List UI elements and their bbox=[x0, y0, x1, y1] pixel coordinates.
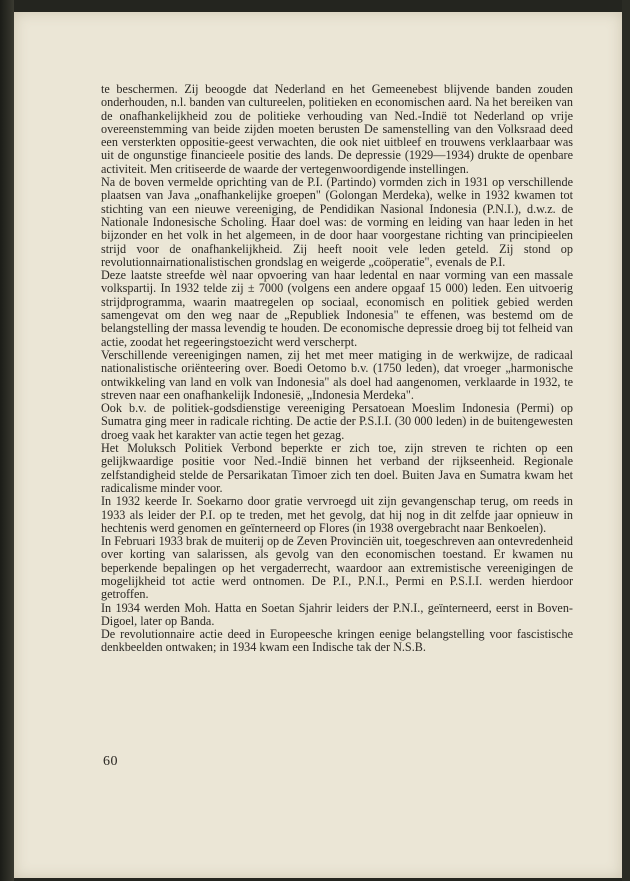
paragraph-1: te beschermen. Zij beoogde dat Nederland en het Gemeenebest blijvende banden zouden onderhouden, n.l. banden van cultureelen, politieken en economischen aard. Na het bereiken van de onafhankelijkheid zou de politieke verhouding van Ned.-Indië tot Nederland op vrije overeenstemming van beide zijden moeten berusten De samenstelling van den Volksraad deed een versterkten oppositie-geest verwachten, die ook niet uitbleef en trouwens verklaarbaar was uit de ongunstige financieele positie des lands. De depressie (1929—1934) drukte de openbare activiteit. Men critiseerde de waarde der vertegenwoordigende instellingen. bbox=[101, 82, 573, 176]
paragraph-5: Ook b.v. de politiek-godsdienstige vereeniging Persatoean Moeslim Indonesia (Permi) op Sumatra ging meer in radicale richting. De actie der P.S.I.I. (30 000 leden) in de buitengewesten droeg vaak het karakter van actie tegen het gezag. bbox=[101, 401, 573, 442]
paragraph-7: In 1932 keerde Ir. Soekarno door gratie vervroegd uit zijn gevangenschap terug, om reeds in 1933 als leider der P.I. op te treden, met het gevolg, dat hij nog in dit zelfde jaar opnieuw in hechtenis werd genomen en geïnterneerd op Flores (in 1938 overgebracht naar Benkoelen). bbox=[101, 494, 573, 535]
page-number: 60 bbox=[103, 754, 118, 769]
paragraph-4: Verschillende vereenigingen namen, zij het met meer matiging in de werkwijze, de radicaal nationalistische oriënteering over. Boedi Oetomo b.v. (1750 leden), dat vroeger „harmonische ontwikkeling van land en volk van Indonesia" als doel had aangenomen, verklaarde in 1932, te streven naar een onafhankelijk Indonesië, „Indonesia Merdeka". bbox=[101, 347, 573, 402]
paragraph-6: Het Moluksch Politiek Verbond beperkte er zich toe, zijn streven te richten op een gelijkwaardige positie voor Ned.-Indië binnen het verband der rijkseenheid. Regionale zelfstandigheid stelde de Persarikatan Timoer zich ten doel. Buiten Java en Sumatra kwam het radicalisme minder voor. bbox=[101, 441, 573, 495]
paragraph-3: Deze laatste streefde wèl naar opvoering van haar ledental en naar vorming van een massale volkspartij. In 1932 telde zij ± 7000 (volgens een andere opgaaf 15 000) leden. Een uitvoerig strijdprogramma, waarin maatregelen op sociaal, economisch en politiek gebied werden samengevat om den weg naar de „Republiek Indonesia" te effenen, was bestemd om de belangstelling der massa levendig te houden. De economische depressie droeg bij tot felheid van actie, zoodat het regeeringstoezicht werd verscherpt. bbox=[101, 268, 573, 349]
paragraph-2: Na de boven vermelde oprichting van de P.I. (Partindo) vormden zich in 1931 op verschillende plaatsen van Java „onafhankelijke groepen" (Golongan Merdeka), welke in 1932 kwamen tot stichting van een nieuwe vereeniging, de Pendidikan Nasional Indonesia (P.N.I.), d.w.z. de Nationale Indonesische Scholing. Haar doel was: de vorming en leiding van haar leden in het bijzonder en het volk in het algemeen, in de door haar voorgestane richting van principieelen strijd voor de onafhankelijkheid. Zij heeft nooit vele leden geteld. Zij stond op revolutionnairnationalistischen grondslag en weigerde „coöperatie", evenals de P.I. bbox=[101, 175, 573, 269]
body-text bbox=[101, 83, 573, 655]
book-spine-shadow bbox=[0, 0, 14, 881]
paragraph-10: De revolutionnaire actie deed in Europeesche kringen eenige belangstelling voor fascistische denkbeelden ontwaken; in 1934 kwam een Indische tak der N.S.B. bbox=[101, 627, 573, 655]
paragraph-9: In 1934 werden Moh. Hatta en Soetan Sjahrir leiders der P.N.I., geïnterneerd, eerst in Boven-Digoel, later op Banda. bbox=[101, 600, 573, 628]
scan-edge bbox=[622, 0, 630, 881]
paragraph-8: In Februari 1933 brak de muiterij op de Zeven Provinciën uit, toegeschreven aan ontevredenheid over korting van salarissen, als gevolg van den economischen toestand. Er kwamen nu beperkende bepalingen op het vergaderrecht, waardoor aan extremistische vereenigingen de mogelijkheid tot actie werd ontnomen. De P.I., P.N.I., Permi en P.S.I.I. werden hierdoor getroffen. bbox=[101, 534, 573, 602]
